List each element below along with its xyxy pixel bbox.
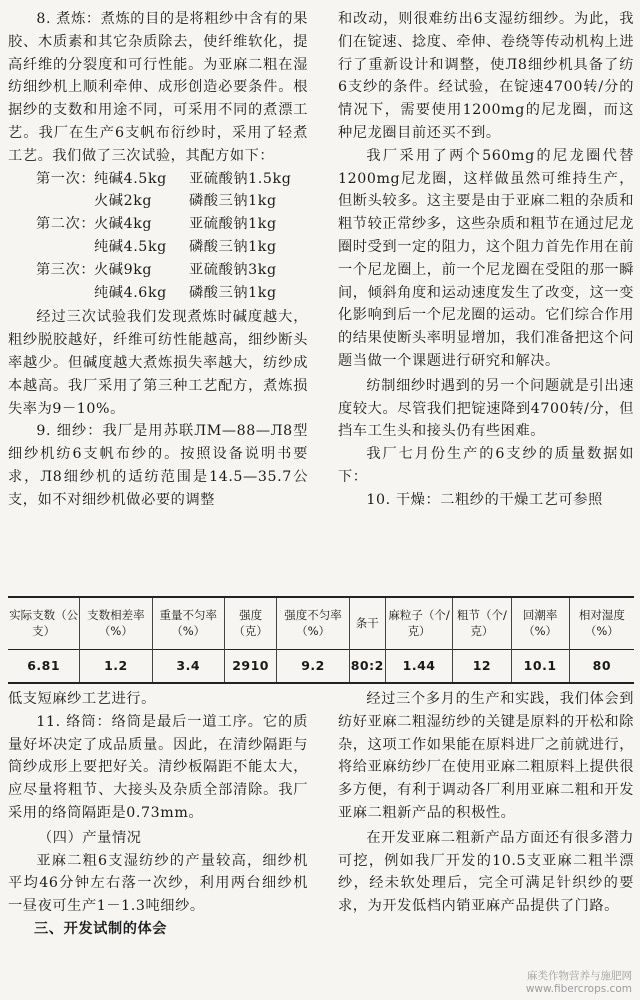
table-header-cell: 粗节（个/克） (453, 597, 511, 649)
formula-list (8, 168, 308, 305)
formula-row (8, 190, 308, 213)
formula-ingredient-a: 纯碱4.5kg (94, 238, 167, 255)
table-cell: 1.44 (385, 649, 453, 683)
paragraph-spinning-continued: 和改动，则很难纺出6支湿纺细纱。为此，我们在锭速、捻度、牵伸、卷绕等传动机构上进行了重新设计和调整，使Л8细纱机具备了纺6支纱的条件。经试验，在锭速4700转/分的情况下，需要使用1200mg的尼龙圈，而这种尼龙圈目前还买不到。 (338, 11, 634, 141)
table-header-cell: 强度不匀率（%） (277, 597, 349, 649)
paragraph-spinning: 9. 细纱：我厂是用苏联ЛМ—88—Л8型细纱机纺6支帆布纱的。按照设备说明书要求，Л8细纱机的适纺范围是14.5—35.7公支，如不对细纱机做必要的调整 (8, 423, 308, 508)
formula-ingredient-b: 亚硫酸钠1.5kg (189, 170, 292, 187)
right-column-top (338, 8, 634, 512)
table-header-cell: 回潮率（%） (511, 597, 569, 649)
formula-label: 第一次： (36, 170, 96, 187)
formula-ingredient-a: 纯碱4.5kg (94, 170, 167, 187)
table-header-row (8, 597, 634, 649)
table-cell: 10.1 (511, 649, 569, 683)
left-column-bottom (8, 688, 308, 941)
watermark (526, 970, 632, 996)
formula-ingredient-a: 纯碱4.6kg (94, 284, 167, 301)
table-header-cell: 支数相差率（%） (80, 597, 152, 649)
table-cell: 6.81 (27, 658, 61, 674)
table-cell: 80:2 (349, 649, 385, 683)
table-cell: 12 (453, 649, 511, 683)
table-cell: 1.2 (80, 649, 152, 683)
table-header-cell: 条干 (349, 597, 385, 649)
table-header-cell: 实际支数（公支） (9, 608, 79, 639)
formula-ingredient-b: 亚硫酸钠3kg (189, 261, 277, 278)
paragraph-draw-speed: 纺制细纱时遇到的另一个问题就是引出速度较大。尽管我们把锭速降到4700转/分，但挡车工生头和接头仍有些困难。 (338, 377, 634, 440)
paragraph-winding: 11. 络筒：络筒是最后一道工序。它的质量好坏决定了成品质量。因此，在清纱隔距与筒纱成形上要把好关。清纱板隔距不能太大，应尽量将粗节、大接头及杂质全部清除。我厂采用的络筒隔距是0.73mm。 (8, 713, 308, 821)
paragraph-nylon-ring: 我厂采用了两个560mg的尼龙圈代替1200mg尼龙圈，这样做虽然可维持生产，但断头较多。这主要是由于亚麻二粗的杂质和粗节较正常纱多，这些杂质和粗节在通过尼龙圈时受到一定的阻力，这个阻力首先作用在前一个尼龙圈上，前一个尼龙圈在受阻的那一瞬间，倾斜角度和运动速度发生了改变，这一变化影响到后一个尼龙圈的运动。它们综合作用的结果使断头率明显增加，我们准备把这个问题当做一个课题进行研究和解决。 (338, 147, 634, 369)
paragraph-quality-intro: 我厂七月份生产的6支纱的质量数据如下： (338, 446, 634, 485)
formula-row (8, 168, 308, 191)
formula-ingredient-b: 磷酸三钠1kg (189, 284, 277, 301)
table-header-cell: 相对湿度（%） (569, 597, 634, 649)
watermark-site-name: 麻类作物营养与施肥网 (527, 970, 632, 982)
formula-row (8, 236, 308, 259)
paragraph-experience: 经过三个多月的生产和实践，我们体会到纺好亚麻二粗湿纺纱的关键是原料的开松和除杂，这项工作如果能在原料进厂之前就进行，将给亚麻纺纱厂在使用亚麻二粗原料上提供很多方便，有利于调动各厂利用亚麻二粗和开发亚麻二粗新产品的积极性。 (338, 691, 634, 821)
formula-label: 第二次： (36, 216, 96, 233)
formula-ingredient-b: 磷酸三钠1kg (189, 238, 277, 255)
paragraph-drying: 10. 干燥：二粗纱的干燥工艺可参照 (366, 491, 603, 508)
paragraph-trial-results: 经过三次试验我们发现煮炼时碱度越大，粗纱脱胶越好，纤维可纺性能越高，细纱断头率越少。但碱度越大煮炼损失率越大，纺纱成本越高。我厂采用了第三种工艺配方，煮炼损失率为9－10%。 (8, 309, 308, 417)
table-cell: 80 (569, 649, 634, 683)
table-cell: 9.2 (277, 649, 349, 683)
paragraph-output: 亚麻二粗6支湿纺纱的产量较高，细纱机平均46分钟左右落一次纱，利用两台细纱机一昼夜可生产1－1.3吨细纱。 (8, 852, 308, 915)
section-heading-experience: 三、开发试制的体会 (34, 920, 168, 937)
table-header-cell: 麻粒子（个/克） (385, 597, 453, 649)
paragraph-drying-continued: 低支短麻纱工艺进行。 (8, 691, 156, 707)
formula-ingredient-b: 亚硫酸钠1kg (189, 216, 277, 233)
formula-label: 第三次： (36, 261, 96, 278)
formula-row (8, 213, 308, 236)
table-header-cell: 重量不匀率（%） (152, 597, 224, 649)
paragraph-boiling: 8. 煮炼：煮炼的目的是将粗纱中含有的果胶、木质素和其它杂质除去，使纤维软化，提高纤维的分裂度和可行性能。为亚麻二粗在湿纺细纱机上顺利牵伸、成形创造必要条件。根据纱的支数和用途不同，可采用不同的煮漂工艺。我厂在生产6支帆布衍纱时，采用了轻煮工艺。我们做了三次试验，其配方如下： (8, 11, 308, 164)
quality-data-table (8, 596, 634, 684)
formula-ingredient-a: 火碱2kg (94, 193, 153, 210)
formula-row (8, 282, 308, 305)
table-cell: 2910 (224, 649, 277, 683)
paragraph-potential: 在开发亚麻二粗新产品方面还有很多潜力可挖，例如我厂开发的10.5支亚麻二粗半漂纱，经未软处理后，完全可满足针织纱的要求，为开发低档内销亚麻产品提供了门路。 (338, 829, 634, 915)
formula-ingredient-a: 火碱4kg (94, 216, 153, 233)
table-header-cell: 强度（克） (224, 597, 277, 649)
formula-row (8, 259, 308, 282)
formula-ingredient-b: 磷酸三钠1kg (189, 193, 277, 210)
left-column-top (8, 8, 308, 512)
watermark-url: www.fibercrops.com (525, 983, 632, 995)
formula-ingredient-a: 火碱9kg (94, 261, 153, 278)
right-column-bottom (338, 688, 634, 918)
section-heading-output: （四）产量情况 (38, 829, 142, 846)
table-row (8, 649, 634, 683)
table-cell: 3.4 (152, 649, 224, 683)
